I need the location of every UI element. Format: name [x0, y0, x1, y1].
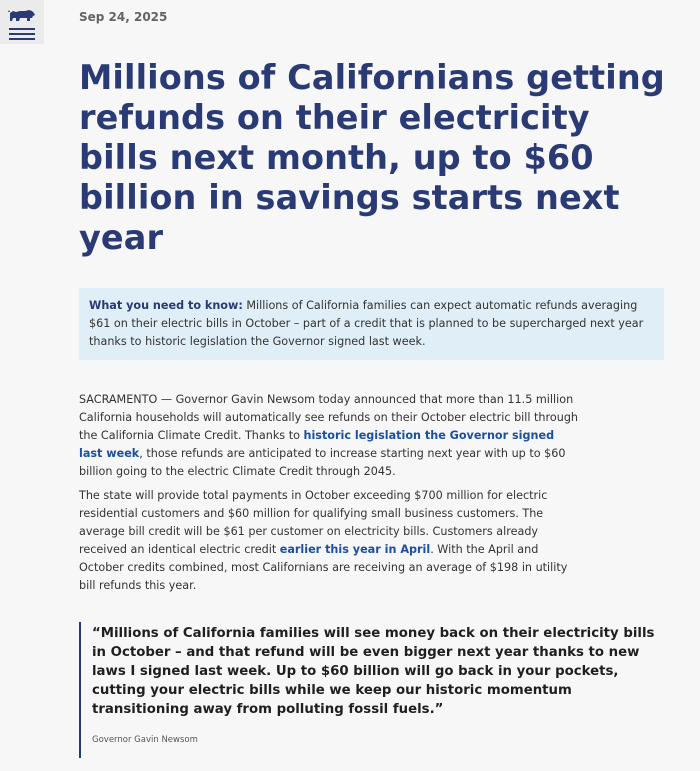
paragraph-text: , those refunds are anticipated to increase starting next year with up to $60 billion going to the electric Climate Credit through 2045. — [79, 447, 566, 478]
summary-callout — [79, 288, 664, 360]
governor-quote — [79, 622, 664, 758]
hamburger-menu-icon — [9, 25, 35, 40]
quote-author: Governor Gavin Newsom — [92, 735, 198, 745]
california-bear-icon — [8, 9, 36, 23]
april-credit-link[interactable]: earlier this year in April — [279, 543, 431, 556]
page-title: Millions of Californians getting refunds on their electricity bills next month, up to $60 billion in savings starts next year — [79, 58, 665, 257]
callout-label: What you need to know: — [89, 299, 243, 312]
legislation-link[interactable]: historic legislation the Governor signed last week — [79, 429, 555, 460]
callout-text: Millions of California families can expect automatic refunds averaging $61 on their electric bills in October – part of a credit that is planned to be supercharged next year thanks to historic legislation the Governor signed last week. — [89, 299, 644, 348]
publish-date: Sep 24, 2025 — [79, 10, 168, 24]
paragraph-text: . With the April and October credits combined, most Californians are receiving an average of $198 in utility bill refunds this year. — [79, 543, 568, 592]
article-paragraph-2 — [79, 487, 579, 595]
site-menu-button[interactable] — [0, 0, 44, 44]
quote-text: “Millions of California families will see money back on their electricity bills in October – and that refund will be even bigger next year thanks to new laws I signed last week. Up to $60 billion will go back in your pockets, cutting your electric bills while we keep our historic momentum transitioning away from polluting fossil fuels.” — [92, 626, 655, 717]
article-paragraph-1 — [79, 391, 579, 481]
paragraph-text: The state will provide total payments in October exceeding $700 million for electric residential customers and $60 million for qualifying small business customers. The average bill credit will be $61 per customer on electricity bills. Customers already received an identical electric credit — [79, 489, 548, 556]
paragraph-text: SACRAMENTO — Governor Gavin Newsom today announced that more than 11.5 million California households will automatically see refunds on their October electric bill through the California Climate Credit. Thanks to — [79, 393, 579, 442]
